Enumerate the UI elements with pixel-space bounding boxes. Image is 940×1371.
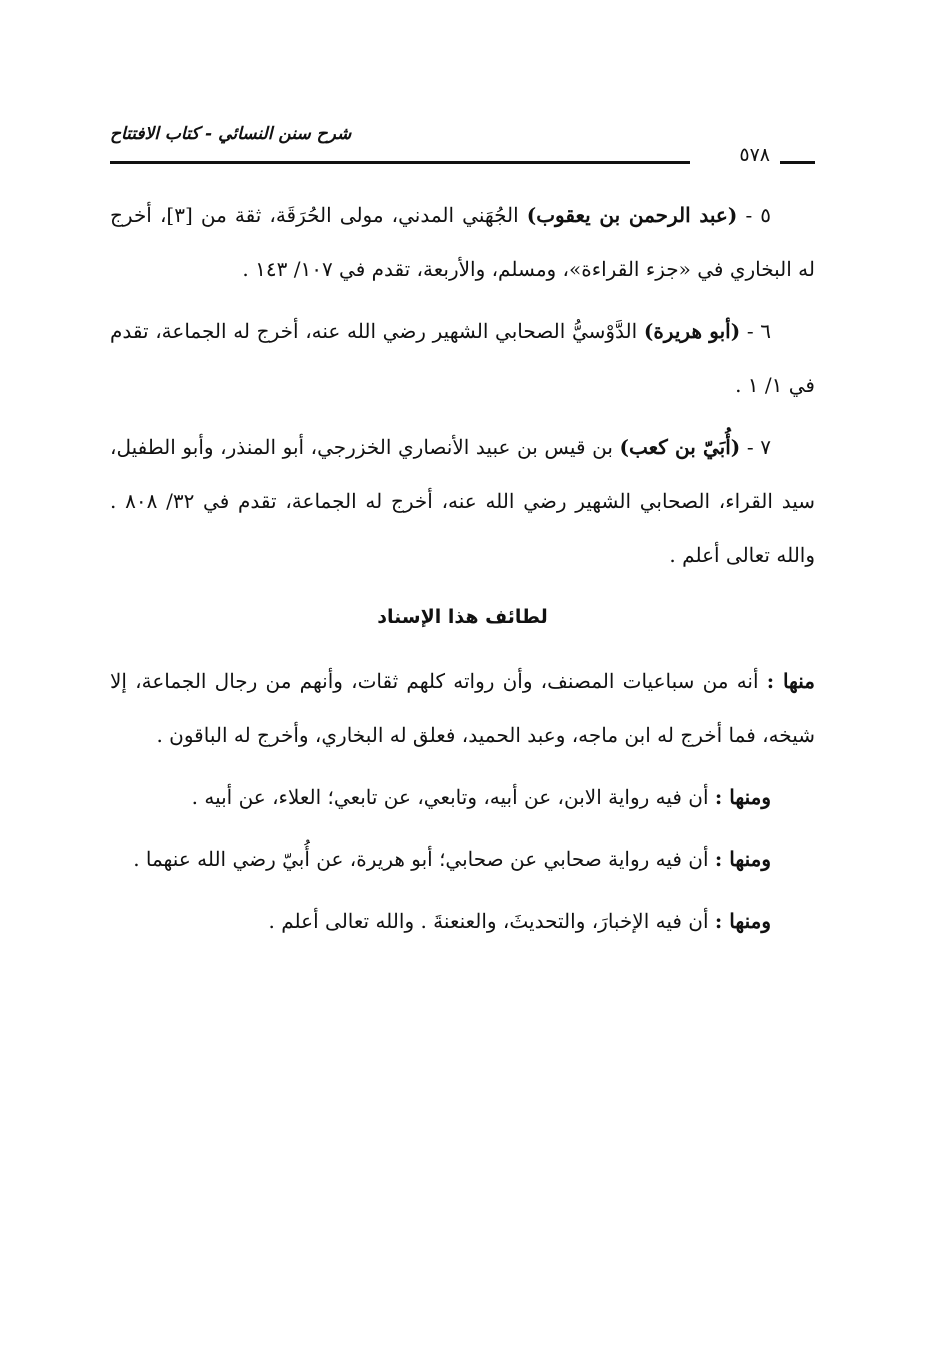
- point-paragraph: [110, 894, 815, 948]
- point-text: أنه من سباعيات المصنف، وأن رواته كلهم ثقات، وأنهم من رجال الجماعة، إلا شيخه، فما أخرج له ابن ماجه، وعبد الحميد، فعلق له البخاري، وأخرج له الباقون .: [110, 669, 815, 747]
- narrator-name: (أبو هريرة): [643, 319, 741, 343]
- point-paragraph: [110, 770, 815, 824]
- narrator-name: (عبد الرحمن بن يعقوب): [526, 203, 738, 227]
- point-lead: ومنها :: [714, 847, 771, 871]
- narrator-entry: [110, 420, 815, 582]
- section-heading: لطائف هذا الإسناد: [377, 606, 548, 628]
- narrator-entry: [110, 188, 815, 296]
- entry-number: ٥ -: [745, 203, 772, 227]
- running-title: شرح سنن النسائي - كتاب الافتتاح: [110, 124, 352, 144]
- point-lead: ومنها :: [714, 785, 771, 809]
- point-paragraph: [110, 832, 815, 886]
- header-rule-short: [780, 161, 815, 164]
- narrator-description: بن قيس بن عبيد الأنصاري الخزرجي، أبو المنذر، وأبو الطفيل، سيد القراء، الصحابي الشهير رضي الله عنه، أخرج له الجماعة، تقدم في ٣٢/ ٨٠٨ . والله تعالى أعلم .: [110, 435, 815, 567]
- body-text: [110, 188, 815, 956]
- point-paragraph: [110, 654, 815, 762]
- narrator-name: (أُبَيّ بن كعب): [619, 435, 741, 459]
- header-rule: [110, 161, 690, 164]
- point-text: أن فيه الإخبارَ، والتحديثَ، والعنعنةَ . والله تعالى أعلم .: [268, 909, 709, 933]
- narrator-entry: [110, 304, 815, 412]
- point-lead: منها :: [766, 669, 816, 693]
- point-text: أن فيه رواية الابن، عن أبيه، وتابعي، عن تابعي؛ العلاء، عن أبيه .: [191, 785, 709, 809]
- entry-number: ٧ -: [746, 435, 771, 459]
- narrator-description: الجُهَني المدني، مولى الحُرَقَة، ثقة من [٣]، أخرج له البخاري في «جزء القراءة»، ومسلم، والأربعة، تقدم في ١٠٧/ ١٤٣ .: [110, 203, 815, 281]
- page-header: [110, 124, 815, 174]
- narrator-description: الدَّوْسيُّ الصحابي الشهير رضي الله عنه، أخرج له الجماعة، تقدم في ١/ ١ .: [110, 319, 815, 397]
- page-number: ٥٧٨: [739, 144, 770, 166]
- point-lead: ومنها :: [714, 909, 771, 933]
- point-text: أن فيه رواية صحابي عن صحابي؛ أبو هريرة، عن أُبيّ رضي الله عنهما .: [133, 847, 709, 871]
- entry-number: ٦ -: [746, 319, 772, 343]
